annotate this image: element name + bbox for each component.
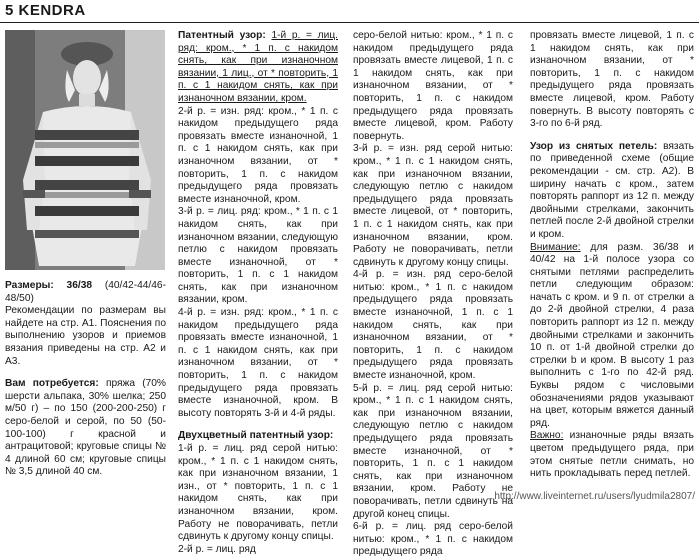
- column-3: [353, 30, 513, 559]
- col2-paragraph: [178, 30, 338, 106]
- page-header: [0, 0, 699, 23]
- col3-row4: 4-й р. = изн. ряд серо-белой нитью: кром., * 1 п. с накидом предыдущего ряда провязать вместе изнаночной, 1 п. с 1 накидом снять, как при изнаночном вязании, от * повторить, 1 п. с накидом предыдущего ряда провязать вместе изнаночной, кром.: [353, 269, 513, 382]
- pattern-heading: Патентный узор:: [178, 30, 266, 41]
- materials-label: Вам потребуется:: [5, 378, 99, 390]
- col3-row6: 6-й р. = лиц. ряд серо-белой нитью: кром., * 1 п. с накидом предыдущего ряда: [353, 521, 513, 558]
- sizes-text: Рекомендации по размерам вы найдете на стр. А1. Пояснения по выполнению узоров и приемов вязания приведены на стр. А2 и А3.: [5, 305, 166, 367]
- column-4: [530, 30, 694, 481]
- slip-pattern-heading: Узор из снятых петель:: [530, 140, 658, 152]
- col2-two-color-row2-start: 2-й р. = лиц. ряд: [178, 543, 256, 555]
- model-photo: [5, 30, 165, 270]
- attention-paragraph: [530, 242, 694, 431]
- column-sizes-materials: [5, 280, 166, 479]
- sizes-rest: (40/42-44/46-48/50): [5, 280, 166, 304]
- model-photo-illustration: [5, 30, 165, 270]
- col4-row6-end: провязать вместе лицевой, 1 п. с 1 накидом снять, как при изнаночном вязании, от * повторить, 1 п. с накидом предыдущего ряда провязать вместе лицевой, кром. Работу повернуть. В высоту повторять с 3-го по 6-й ряд.: [530, 30, 694, 130]
- col2-row2: 2-й р. = изн. ряд: кром., * 1 п. с накидом предыдущего ряда провязать вместе изнаночной, 1 п. с 1 накидом снять, как при изнаночном вязании, от * повторить, 1 п. с накидом предыдущего ряда провязать вместе изнаночной, кром.: [178, 105, 338, 205]
- row1-label: 1-й р. = лиц. ряд: кром., * 1 п. с накидом снять, как при изнаночном вязании, 1 лиц., от * повторить, 1 п. с 1 накидом снять, как при изнаночном вязании, кром.: [178, 30, 338, 104]
- slip-pattern-text: вязать по приведенной схеме (общие рекомендации - см. стр. А2). В ширину начать с кром., затем повторять раппорт из 12 п. между двойными стрелками, закончить петлей после 2-й двойной стрелки и кром.: [530, 140, 694, 240]
- source-url[interactable]: http://www.liveinternet.ru/users/lyudmila2807/: [494, 491, 695, 502]
- sizes-main: 36/38: [66, 280, 93, 291]
- materials-text: пряжа (70% шерсти альпака, 30% шелка; 250 м/50 г) – по 150 (200-200-250) г серо-белой и серой, по 50 (50-100-100) г красной и антрацитовой; круговые спицы № 4 длиной 60 см; круговые спицы № 3,5 длиной 40 см.: [5, 378, 166, 478]
- two-color-heading: Двухцветный патентный узор:: [178, 430, 334, 442]
- sizes-paragraph: [5, 280, 166, 305]
- attention-label: Внимание:: [530, 241, 581, 253]
- col2-row3: 3-й р. = лиц. ряд: кром., * 1 п. с 1 накидом снять, как при изнаночном вязании, следующую петлю с накидом провязать вместе изнаночной, от * повторить, 1 п. с 1 накидом снять, как при изнаночном вязании, кром.: [178, 206, 338, 306]
- col2-row4: 4-й р. = изн. ряд: кром., * 1 п. с накидом предыдущего ряда провязать вместе изнаночной, 1 п. с 1 накидом снять, как при изнаночном вязании, от * повторить, 1 п. с накидом предыдущего ряда провязать вместе изнаночной, кром. В высоту повторять 3-й и 4-й ряды.: [178, 307, 338, 419]
- sizes-label: Размеры:: [5, 280, 54, 291]
- col2-two-color-row1: 1-й р. = лиц. ряд серой нитью: кром., * 1 п. с 1 накидом снять, как при изнаночном вязании, 1 изн., от * повторить, 1 п. с 1 накидом снять, как при изнаночном вязании, кром. Работу не поворачивать, петли сдвинуть к другому концу спицы.: [178, 443, 338, 543]
- materials-paragraph: [5, 378, 166, 479]
- column-2: [178, 30, 338, 556]
- attention-text: для разм. 36/38 и 40/42 на 1-й полосе узора со снятыми петлями распределить петли следующим образом: начать с кром. и 9 п. от стрелки а до 2-й двойной стрелки, 4 раза повторить раппорт из 12 п. между двойными стрелками и закончить 10 п. от 1-й двойной стрелки до стрелки b и кром. В высоту 1 раз выполнить с 1-го по 42-й ряд. Буквы рядом с числовыми обозначениями рядов указывают на цвет, которым вяжется данный ряд.: [530, 241, 694, 429]
- important-paragraph: [530, 430, 694, 480]
- slip-pattern-paragraph: [530, 141, 694, 242]
- col3-row2: серо-белой нитью: кром., * 1 п. с накидом предыдущего ряда провязать вместе лицевой, 1 п. с 1 накидом снять, как при изнаночном вязании, от * повторить, 1 п. с накидом предыдущего ряда провязать вместе лицевой, кром. Работу повернуть.: [353, 30, 513, 142]
- important-label: Важно:: [530, 430, 564, 442]
- important-text: изнаночные ряды вязать цветом предыдущего ряда, при этом снятые петли снимать, но нить прокладывать перед петлей.: [530, 430, 694, 480]
- col3-row3: 3-й р. = изн. ряд серой нитью: кром., * 1 п. с 1 накидом снять, как при изнаночном вязании, следующую петлю с накидом предыдущего ряда провязать вместе лицевой, от * повторить, 1 п. с 1 накидом снять, как при изнаночном вязании, кром. Работу не поворачивать, петли сдвинуть к другому концу спицы.: [353, 143, 513, 268]
- page-title: 5 KENDRA: [5, 2, 86, 19]
- col3-row5: 5-й р. = лиц. ряд серой нитью: кром., * 1 п. с 1 накидом снять, как при изнаночном вязании, следующую петлю с накидом предыдущего ряда провязать вместе изнаночной, от * повторить, 1 п. с 1 накидом снять, как при изнаночном вязании, кром. Работу не поворачивать, петли сдвинуть на другой конец спицы.: [353, 382, 513, 520]
